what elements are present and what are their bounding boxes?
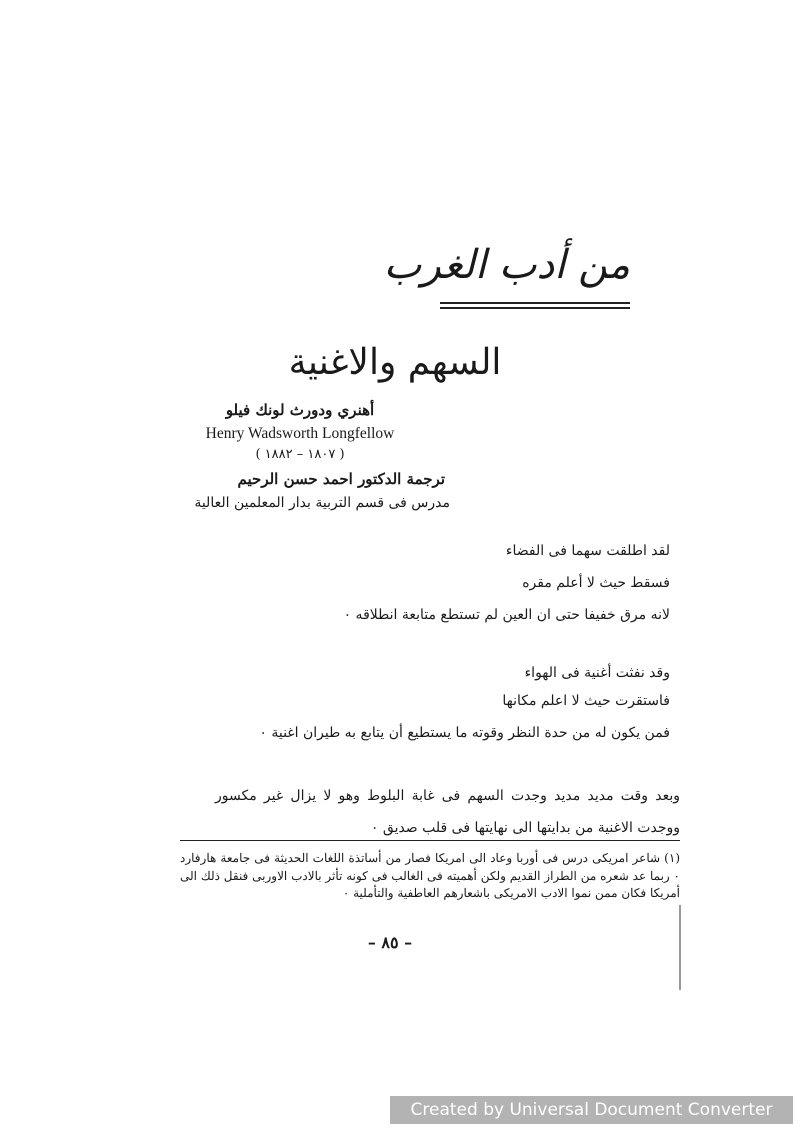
translator-credit: ترجمة الدكتور احمد حسن الرحيم xyxy=(237,470,445,488)
translator-role: مدرس فى قسم التربية بدار المعلمين العالية xyxy=(194,495,450,511)
poet-name-arabic: أهنري ودورث لونك فيلو xyxy=(225,401,375,419)
margin-scan-mark xyxy=(679,905,681,990)
verse-line: فسقط حيث لا أعلم مقره xyxy=(522,575,670,591)
final-stanza: وبعد وقت مديد مديد وجدت السهم فى غابة البلوط وهو لا يزال غير مكسور ووجدت الاغنية من بدايتها الى نهايتها فى قلب صديق ٠ xyxy=(215,788,680,836)
poet-years: ( ١٨٠٧ – ١٨٨٢ ) xyxy=(255,447,345,462)
footnote: (١) شاعر امريكى درس فى أوربا وعاد الى امريكا فصار من أساتذة اللغات الحديثة فى جامعة هارفارد ٠ ربما عد شعره من الطراز القديم ولكن أهميته فى الغالب فى كونه تأثر بالادب الاوربى فنقل ذلك الى أمريكا فكان ممن نموا الادب الامريكى باشعارهم العاطفية والتأملية ٠ xyxy=(180,851,680,900)
section-heading: من أدب الغرب xyxy=(383,242,630,288)
verse-line: فمن يكون له من حدة النظر وقوته ما يستطيع أن يتابع به طيران اغنية ٠ xyxy=(259,725,670,741)
page-number: – ٨٥ – xyxy=(367,933,413,952)
verse-line: لانه مرق خفيفا حتى ان العين لم تستطع متابعة انطلاقه ٠ xyxy=(343,607,670,623)
heading-rule-bottom xyxy=(440,307,630,309)
watermark-banner: Created by Universal Document Converter xyxy=(390,1096,793,1124)
poem-title: السهم والاغنية xyxy=(288,342,502,383)
footnote-divider xyxy=(180,840,680,841)
poet-name-english: Henry Wadsworth Longfellow xyxy=(205,425,395,442)
verse-line: وقد نفثت أغنية فى الهواء xyxy=(524,665,670,681)
verse-line: لقد اطلقت سهما فى الفضاء xyxy=(505,543,670,559)
verse-line: فاستقرت حيث لا اعلم مكانها xyxy=(502,693,670,709)
heading-rule-top xyxy=(440,302,630,304)
